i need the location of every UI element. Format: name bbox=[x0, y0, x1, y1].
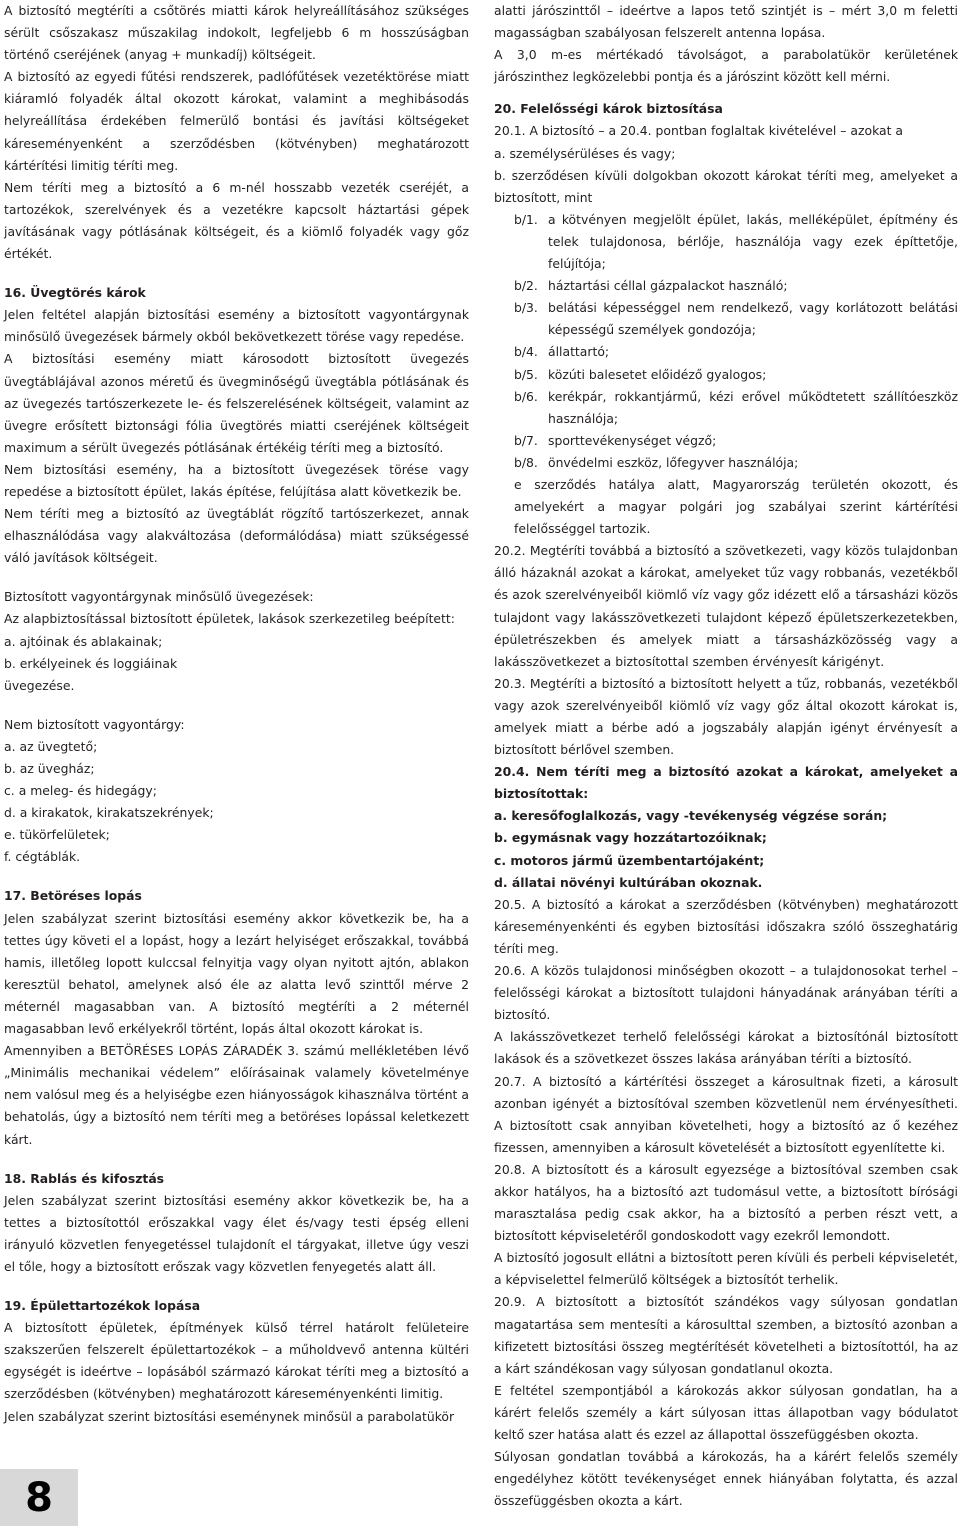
paragraph: Jelen feltétel alapján biztosítási esemény a biztosított vagyontárgynak minősülő üvegezések bármely okból bekövetkezett törése vagy repedése. bbox=[4, 307, 469, 345]
paragraph: 20.6. A közös tulajdonosi minőségben okozott – a tulajdonosokat terhel – felelősségi károkat a biztosított tulajdoni hányadának arányában téríti a biztosító. bbox=[494, 963, 958, 1023]
section-heading-16: 16. Üvegtörés károk bbox=[4, 285, 146, 301]
list-item: f. cégtáblák. bbox=[4, 849, 81, 865]
paragraph: A 3,0 m-es mértékadó távolságot, a parabolatükör kerületének járószinthez legközelebbi pontja és a járószint között kell mérni. bbox=[494, 47, 958, 85]
paragraph: 20.2. Megtéríti továbbá a biztosító a szövetkezeti, vagy közös tulajdonban álló házaknál azokat a károkat, amelyeket tűz vagy robbanás, vezetékből és azok szerelvényeiből kiömlő víz vagy gőz idézett elő a társasházi közös tulajdont vagy lakásszövetkezeti tulajdont képező épületszerkezetekben, épületrészekben és amelyek miatt a társasházközösség vagy a lakásszövetkezet a biztosítottal szemben érvényesít kárigényt. bbox=[494, 543, 958, 669]
section-heading-20: 20. Felelősségi károk biztosítása bbox=[494, 101, 723, 117]
paragraph: üvegezése. bbox=[4, 677, 75, 693]
list-item: d. állatai növényi kultúrában okoznak. bbox=[494, 874, 763, 890]
paragraph: Amennyiben a BETÖRÉSES LOPÁS ZÁRADÉK 3. számú mellékletében lévő „Minimális mechanikai védelem” előírásainak valamely követelménye nem valósul meg és a helyiségbe ezen hiányosságok kihasználva történt a behatolás, úgy a biztosító nem téríti meg a betöréses lopással keletkezett kárt. bbox=[4, 1043, 469, 1147]
paragraph: Az alapbiztosítással biztosított épületek, lakások szerkezetileg beépített: bbox=[4, 611, 455, 627]
paragraph: E feltétel szempontjából a károkozás akkor súlyosan gondatlan, ha a kárért felelős személy a kárt súlyosan ittas állapotban vagy bódulatot keltő szer hatása alatt és ezzel az állapottal összefüggésben okozta. bbox=[494, 1382, 958, 1442]
paragraph: Jelen szabályzat szerint biztosítási eseménynek minősül a parabolatükör bbox=[4, 1408, 455, 1424]
page-number: 8 bbox=[0, 1469, 78, 1526]
insured-glazing-list bbox=[4, 631, 469, 675]
section-heading-19: 19. Épülettartozékok lopása bbox=[4, 1298, 201, 1314]
sub-item: b/3. belátási képességgel nem rendelkező, vagy korlátozott belátási képességű személyek gondozója; bbox=[514, 300, 958, 338]
paragraph: Jelen szabályzat szerint biztosítási esemény akkor következik be, ha a tettes úgy követi el a lopást, hogy a lezárt helyiséget erőszakkal, továbbá hamis, illetőleg lopott kulccsal felnyitja vagy olyan nyitott ajtón, ablakon keresztül behatol, amelynek alsó éle az alatta levő szinttől mérve 2 méternél magasabban van. A biztosító megtéríti a 2 méternél magasabban levő erkélyekről történt, lopás által okozott károkat is. bbox=[4, 910, 469, 1037]
list-item: d. a kirakatok, kirakatszekrények; bbox=[4, 805, 214, 821]
list-item: a. személysérüléses és vagy; bbox=[494, 145, 676, 161]
sub-item: b/6. kerékpár, rokkantjármű, kézi erővel működtetett szállítóeszköz használója; bbox=[514, 388, 958, 426]
paragraph: 20.9. A biztosított a biztosítót szándékos vagy súlyosan gondatlan magatartása sem mentesíti a károsulttal szemben, a biztosító azonban a kifizetett biztosítási összeg megtérítését követelheti a biztosítottól, ha az a kárt szándékosan vagy súlyosan gondatlanul okozta. bbox=[494, 1294, 958, 1376]
sub-item: b/2. háztartási céllal gázpalackot használó; bbox=[514, 278, 788, 294]
paragraph: Nem téríti meg a biztosító a 6 m-nél hosszabb vezeték cseréjét, a tartozékok, szerelvények és a vezetékre kapcsolt háztartási gépek javításának vagy pótlásának költségeit, és a kiömlő folyadék vagy gőz értékét. bbox=[4, 179, 469, 262]
subheading-insured-glazing: Biztosított vagyontárgynak minősülő üvegezések: bbox=[4, 589, 314, 605]
paragraph: e szerződés hatálya alatt, Magyarország területén okozott, és amelyekért a magyar polgári jog szabályai szerint kártérítési felelősséggel tartozik. bbox=[514, 476, 958, 537]
paragraph: 20.8. A biztosított és a károsult egyezsége a biztosítóval szemben csak akkor hatályos, ha a biztosító azt tudomásul vette, a biztosított bírósági marasztalása pedig csak akkor, ha a biztosító a perben részt vett, a biztosított képviseletéről gondoskodott vagy ezekről lemondott. bbox=[494, 1161, 958, 1244]
list-item: a. az üvegtető; bbox=[4, 738, 98, 754]
list-item: a. keresőfoglalkozás, vagy -tevékenység végzése során; bbox=[494, 808, 888, 824]
paragraph: 20.7. A biztosító a kártérítési összeget a károsultnak fizeti, a károsult azonban igényét a biztosítóval szemben közvetlenül nem érvényesítheti. A biztosított csak annyiban követelheti, hogy a biztosító az ő kezéhez fizessen, amennyiben a károsult követelését a biztosított egyenlítette ki. bbox=[494, 1073, 958, 1155]
sub-item: b/7. sporttevékenységet végző; bbox=[514, 432, 717, 448]
sub-item: b/1. a kötvényen megjelölt épület, lakás, melléképület, építmény és telek tulajdonosa, bérlője, használója vagy ezek építtetője, felújítója; bbox=[514, 211, 958, 272]
right-column bbox=[494, 0, 958, 1512]
list-item: b. az üvegház; bbox=[4, 761, 95, 776]
list-item: c. motoros jármű üzembentartójaként; bbox=[494, 852, 765, 868]
paragraph: A biztosító jogosult ellátni a biztosított peren kívüli és perbeli képviseletét, a képviselettel felmerülő költségek a biztosítót terhelik. bbox=[494, 1250, 958, 1288]
list-item: b. szerződésen kívüli dolgokban okozott károkat téríti meg, amelyeket a biztosított, mint bbox=[494, 167, 958, 205]
list-item: e. tükörfelületek; bbox=[4, 827, 110, 843]
paragraph: 20.1. A biztosító – a 20.4. pontban foglaltak kivételével – azokat a bbox=[494, 123, 904, 139]
paragraph: 20.5. A biztosító a károkat a szerződésben (kötvényben) meghatározott káreseményenkénti és egyben biztosítási időszakra szóló összeghatárig téríti meg. bbox=[494, 896, 958, 956]
sub-list bbox=[494, 209, 958, 474]
paragraph: A biztosító az egyedi fűtési rendszerek, padlófűtések vezetéktörése miatt kiáramló folyadék által okozott károkat, valamint a meghibásodás helyreállítása érdekében felmerülő bontási és javítási költségeket káreseményenként a szerződésben (kötvényben) meghatározott kártérítési limitig téríti meg. bbox=[4, 69, 469, 173]
list-item: b. erkélyeinek és loggiáinak bbox=[4, 655, 178, 671]
paragraph: A lakásszövetkezet terhelő felelősségi károkat a biztosítónál biztosított lakások és a szövetkezet összes lakása arányában téríti a biztosító. bbox=[494, 1029, 958, 1067]
paragraph: Nem biztosítási esemény, ha a biztosított üvegezések törése vagy repedése a biztosított épület, lakás építése, felújítása alatt következik be. bbox=[4, 461, 469, 499]
list-item: a. ajtóinak és ablakainak; bbox=[4, 633, 163, 649]
paragraph: A biztosító megtéríti a csőtörés miatti károk helyreállításához szükséges sérült csőszakasz műszakilag indokolt, legfeljebb 6 m hosszúságban történő cseréjének (anyag + munkadíj) költségeit. bbox=[4, 3, 469, 63]
section-heading-18: 18. Rablás és kifosztás bbox=[4, 1170, 165, 1186]
paragraph: Súlyosan gondatlan továbbá a károkozás, ha a kárért felelős személy engedélyhez kötött tevékenységet ennek hiányában folytatta, és azzal összefüggésben okozta a kárt. bbox=[494, 1449, 958, 1509]
sub-item: b/8. önvédelmi eszköz, lőfegyver használója; bbox=[514, 454, 799, 470]
section-heading-17: 17. Betöréses lopás bbox=[4, 888, 142, 904]
sub-item: b/5. közúti balesetet előidéző gyalogos; bbox=[514, 366, 767, 382]
sub-item: b/4. állattartó; bbox=[514, 344, 610, 360]
paragraph: Nem téríti meg a biztosító az üvegtáblát rögzítő tartószerkezet, annak elhasználódása vagy alakváltozása (deformálódása) miatt szükségessé váló javítások költségeit. bbox=[4, 506, 469, 566]
exclusion-list bbox=[494, 805, 958, 893]
paragraph: 20.4. Nem téríti meg a biztosító azokat a károkat, amelyeket a biztosítottak: bbox=[494, 764, 958, 802]
list-item: b. egymásnak vagy hozzátartozóiknak; bbox=[494, 830, 767, 846]
subheading-not-insured: Nem biztosított vagyontárgy: bbox=[4, 716, 185, 732]
paragraph: A biztosítási esemény miatt károsodott biztosított üvegezés üvegtáblájával azonos méretű és üvegminőségű üvegtábla pótlásának és az üvegezés tartószerkezete le- és felszerelésének költségeit, valamint az üvegre erősített biztonsági fólia üvegtörés miatti cseréjének költségeit maximum a sérült üvegezés pótlásának értékéig téríti meg a biztosító. bbox=[4, 351, 469, 455]
paragraph: 20.3. Megtéríti a biztosító a biztosított helyett a tűz, robbanás, vezetékből vagy azok szerelvényeiből kiömlő víz vagy gőz által okozott károkat is, amelyek miatt a bérbe adó a jogszabály alapján igényt érvényesít a biztosított bérlővel szemben. bbox=[494, 675, 958, 758]
left-column bbox=[4, 0, 469, 1428]
list-item: c. a meleg- és hidegágy; bbox=[4, 783, 157, 799]
paragraph: alatti járószinttől – ideértve a lapos tető szintjét is – mért 3,0 m feletti magasságban szabályosan felszerelt antenna lopása. bbox=[494, 3, 958, 41]
paragraph: Jelen szabályzat szerint biztosítási esemény akkor következik be, ha a tettes a biztosítottól erőszakkal vagy élet és/vagy testi épség elleni irányuló közvetlen fenyegetéssel tulajdonít el tárgyakat, illetve úgy veszi el tőle, hogy a biztosított erőszak vagy közvetlen fenyegetés alatt áll. bbox=[4, 1192, 469, 1274]
not-insured-list bbox=[4, 736, 469, 869]
paragraph: A biztosított épületek, építmények külső térrel határolt felületeire szakszerűen felszerelt épülettartozékok – a műholdvevő antenna kültéri egységét is ideértve – lopásából származó károkat téríti meg a biztosító a szerződésben (kötvényben) meghatározott káreseményenkénti limitig. bbox=[4, 1320, 469, 1402]
